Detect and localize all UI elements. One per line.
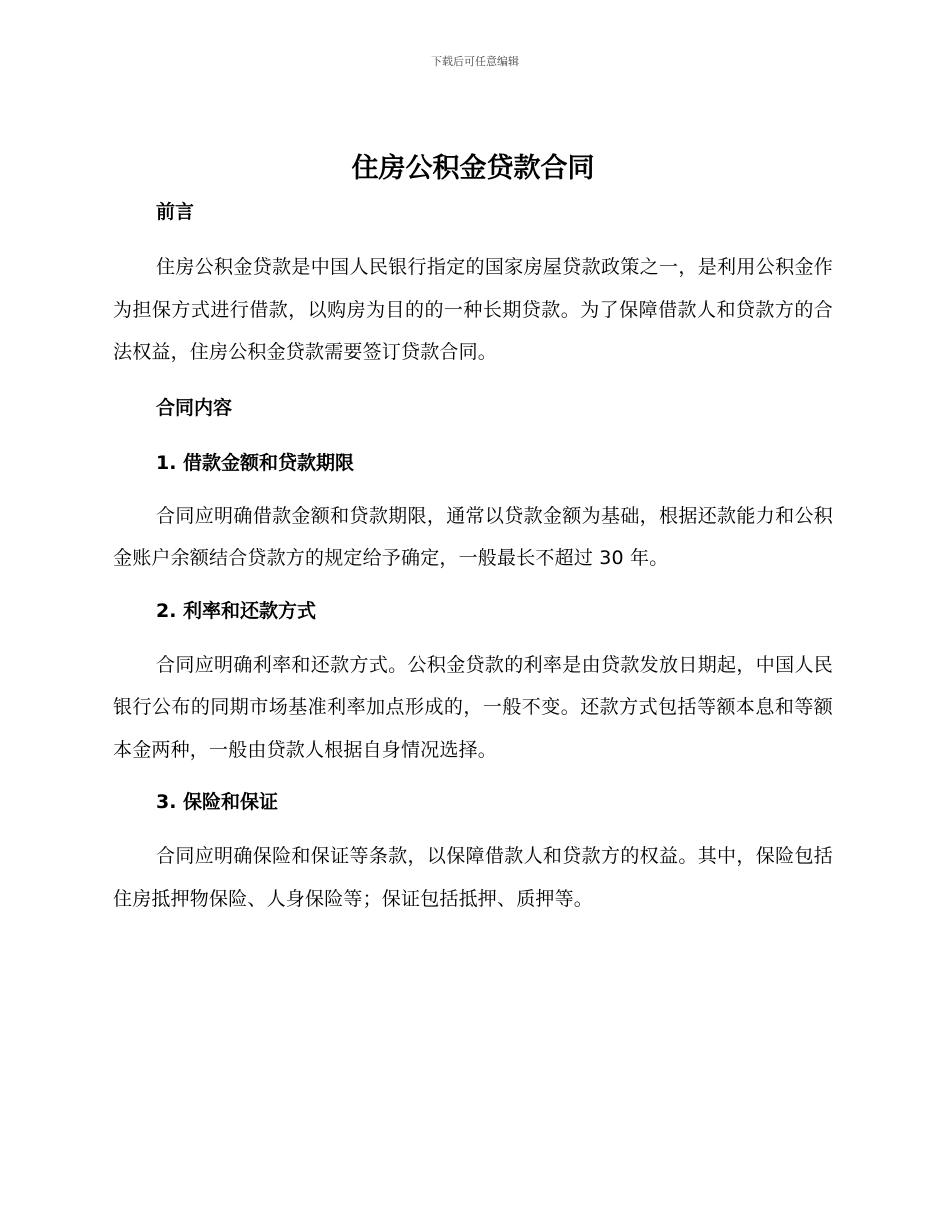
preface-paragraph: 住房公积金贷款是中国人民银行指定的国家房屋贷款政策之一，是利用公积金作为担保方式进行借款，以购房为目的的一种长期贷款。为了保障借款人和贷款方的合法权益，住房公积金贷款需要签订贷款合同。 <box>113 256 833 363</box>
section-paragraph-insurance-guarantee: 合同应明确保险和保证等条款，以保障借款人和贷款方的权益。其中，保险包括住房抵押物保险、人身保险等；保证包括抵押、质押等。 <box>113 845 833 910</box>
contents-heading: 合同内容 <box>156 396 233 419</box>
section-paragraph-interest-repayment: 合同应明确利率和还款方式。公积金贷款的利率是由贷款发放日期起，中国人民银行公布的同期市场基准利率加点形成的，一般不变。还款方式包括等额本息和等额本金两种，一般由贷款人根据自身情况选择。 <box>113 653 833 761</box>
section-paragraph-loan-amount-term: 合同应明确借款金额和贷款期限，通常以贷款金额为基础，根据还款能力和公积金账户余额结合贷款方的规定给予确定，一般最长不超过 30 年。 <box>113 504 833 569</box>
section-heading-interest-repayment: 2. 利率和还款方式 <box>156 599 317 622</box>
header-note: 下载后可任意编辑 <box>431 55 519 68</box>
section-heading-loan-amount-term: 1. 借款金额和贷款期限 <box>156 451 355 474</box>
document-title: 住房公积金贷款合同 <box>351 153 595 184</box>
section-heading-insurance-guarantee: 3. 保险和保证 <box>156 791 279 813</box>
document-body <box>113 146 833 920</box>
preface-heading: 前言 <box>156 201 195 223</box>
